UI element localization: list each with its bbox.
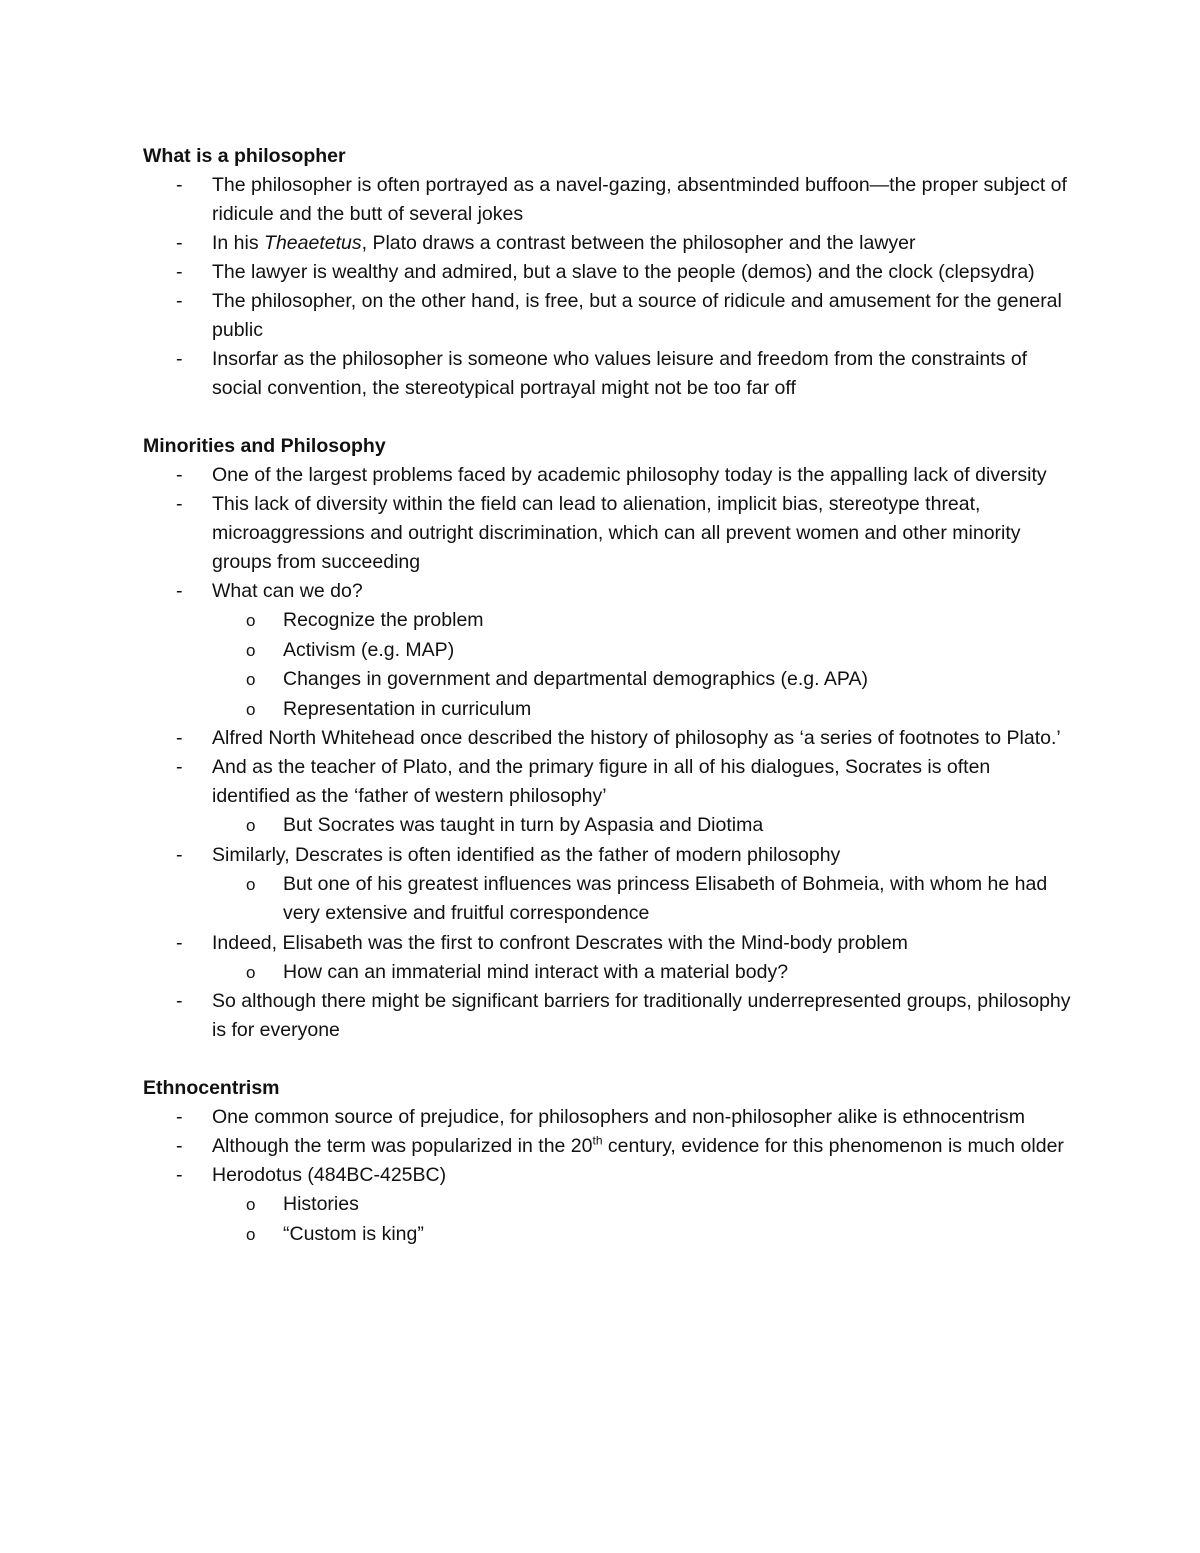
dash-bullet: - <box>176 990 183 1012</box>
dash-bullet: - <box>176 464 183 486</box>
dash-bullet: - <box>176 348 183 370</box>
item-text: Indeed, Elisabeth was the first to confront Descrates with the Mind-body problem <box>212 931 908 954</box>
item-text: One of the largest problems faced by academic philosophy today is the appalling lack of diversity <box>212 464 1047 486</box>
dash-bullet: - <box>176 756 183 778</box>
sub-list-item <box>143 1190 1073 1220</box>
list-item <box>143 753 1073 811</box>
list-item <box>143 1103 1073 1132</box>
list-item <box>143 1132 1073 1161</box>
book-title: Theaetetus <box>264 232 362 254</box>
dash-bullet: - <box>176 843 183 866</box>
section-what-is-a-philosopher <box>143 142 1073 403</box>
dash-bullet: - <box>176 931 183 954</box>
sub-list-item <box>143 958 1073 988</box>
sub-item-text: Histories <box>283 1193 359 1215</box>
sub-item-text: How can an immaterial mind interact with a material body? <box>283 960 789 983</box>
circle-bullet: o <box>246 611 256 630</box>
circle-bullet: o <box>246 699 256 719</box>
sub-list-item <box>143 811 1073 841</box>
list-item <box>143 1161 1073 1190</box>
list-item <box>143 345 1073 403</box>
dash-bullet: - <box>176 290 183 312</box>
section-ethnocentrism <box>143 1074 1073 1249</box>
dash-bullet: - <box>176 580 183 602</box>
item-text: Herodotus (484BC-425BC) <box>212 1164 447 1186</box>
sub-item-text: Activism (e.g. MAP) <box>283 638 455 661</box>
item-text: The philosopher, on the other hand, is free, but a source of ridicule and amusement for the general public <box>212 290 1062 341</box>
sub-list-item <box>143 1220 1073 1250</box>
section-heading: Minorities and Philosophy <box>143 435 386 457</box>
dash-bullet: - <box>176 493 183 515</box>
list-item <box>143 258 1073 287</box>
dash-bullet: - <box>176 1164 183 1186</box>
document-content <box>143 142 1073 1249</box>
item-text: One common source of prejudice, for philosophers and non-philosopher alike is ethnocentrism <box>212 1106 1025 1128</box>
list-item <box>143 987 1073 1045</box>
list-item <box>143 461 1073 490</box>
sub-item-text: “Custom is king” <box>283 1222 424 1245</box>
circle-bullet: o <box>246 962 256 982</box>
item-text: Alfred North Whitehead once described the history of philosophy as ‘a series of footnotes to Plato.’ <box>212 727 1061 749</box>
list-item <box>143 229 1073 258</box>
sub-item-text: Recognize the problem <box>283 609 484 631</box>
dash-bullet: - <box>176 727 183 749</box>
list-item <box>143 490 1073 577</box>
superscript: th <box>592 1133 603 1148</box>
dash-bullet: - <box>176 1106 183 1128</box>
circle-bullet: o <box>246 1224 256 1244</box>
item-text-pre: In his <box>212 232 265 254</box>
item-text: Similarly, Descrates is often identified as the father of modern philosophy <box>212 843 841 866</box>
sub-item-text: But Socrates was taught in turn by Aspasia and Diotima <box>283 814 764 836</box>
circle-bullet: o <box>246 874 256 894</box>
item-text: And as the teacher of Plato, and the primary figure in all of his dialogues, Socrates is often identified as the ‘father of western philosophy’ <box>212 756 991 807</box>
circle-bullet: o <box>246 670 256 689</box>
item-text: The philosopher is often portrayed as a navel-gazing, absentminded buffoon—the proper subject of ridicule and the butt of several jokes <box>212 174 1067 225</box>
list-item <box>143 929 1073 958</box>
list-item <box>143 171 1073 229</box>
list-item <box>143 287 1073 345</box>
item-text: The lawyer is wealthy and admired, but a slave to the people (demos) and the clock (clepsydra) <box>212 261 1035 283</box>
section-minorities-and-philosophy <box>143 432 1073 1045</box>
item-text: This lack of diversity within the field can lead to alienation, implicit bias, stereotype threat, microaggressions and outright discrimination, which can all prevent women and other minority groups from succeeding <box>212 493 1021 573</box>
circle-bullet: o <box>246 816 256 835</box>
item-text-pre: Although the term was popularized in the 20 <box>212 1135 593 1157</box>
sub-list-item <box>143 636 1073 666</box>
section-heading: What is a philosopher <box>143 145 346 167</box>
circle-bullet: o <box>246 640 256 660</box>
list-item <box>143 577 1073 606</box>
circle-bullet: o <box>246 1195 256 1214</box>
item-text-post: , Plato draws a contrast between the philosopher and the lawyer <box>361 232 916 254</box>
sub-list-item <box>143 695 1073 725</box>
item-text: What can we do? <box>212 580 363 602</box>
dash-bullet: - <box>176 232 183 254</box>
sub-list-item <box>143 665 1073 695</box>
list-item <box>143 841 1073 870</box>
item-text: So although there might be significant barriers for traditionally underrepresented groups, philosophy is for everyone <box>212 990 1071 1041</box>
sub-item-text: Changes in government and departmental demographics (e.g. APA) <box>283 668 868 690</box>
dash-bullet: - <box>176 174 183 196</box>
dash-bullet: - <box>176 1135 183 1157</box>
sub-list-item <box>143 606 1073 636</box>
dash-bullet: - <box>176 261 183 283</box>
item-text-post: century, evidence for this phenomenon is much older <box>602 1135 1064 1157</box>
sub-list-item <box>143 870 1073 929</box>
sub-item-text: Representation in curriculum <box>283 697 532 720</box>
list-item <box>143 724 1073 753</box>
sub-item-text: But one of his greatest influences was princess Elisabeth of Bohmeia, with whom he had very extensive and fruitful correspondence <box>283 872 1048 924</box>
item-text: Insorfar as the philosopher is someone who values leisure and freedom from the constraints of social convention, the stereotypical portrayal might not be too far off <box>212 348 1028 399</box>
section-heading: Ethnocentrism <box>143 1077 280 1099</box>
